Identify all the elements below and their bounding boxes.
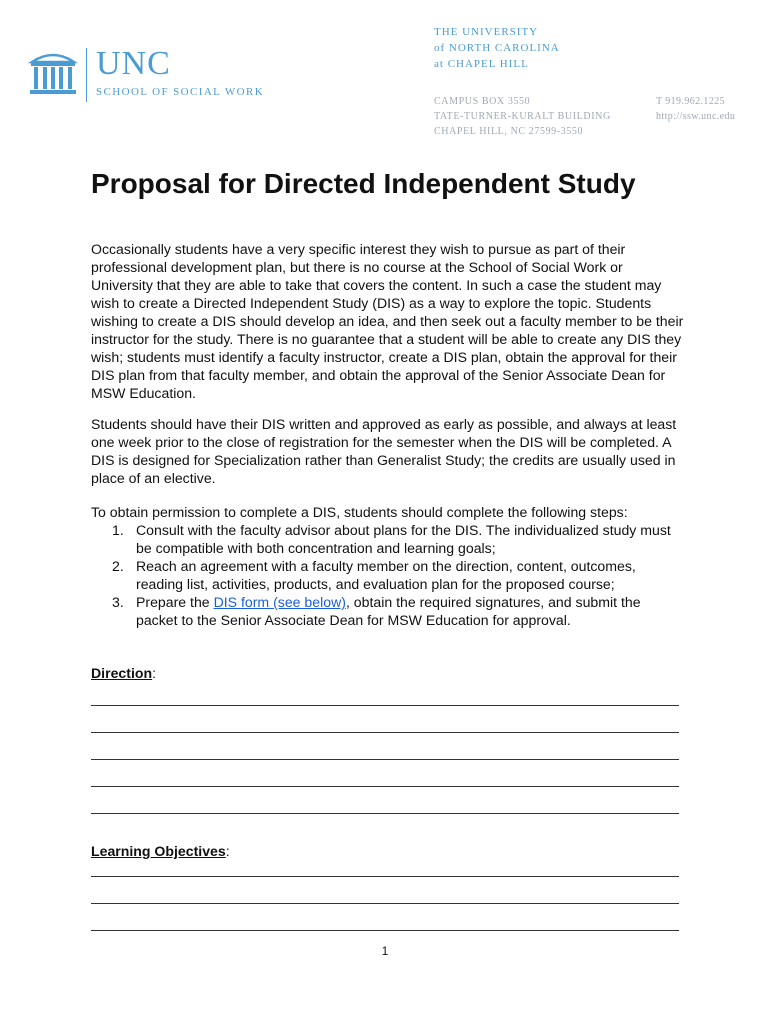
- objectives-colon: :: [225, 843, 230, 859]
- direction-colon: :: [152, 665, 157, 681]
- step-text-before: Prepare the: [136, 594, 214, 610]
- logo-divider: [86, 48, 87, 102]
- direction-line[interactable]: [91, 759, 679, 760]
- dis-form-link[interactable]: DIS form (see below): [213, 594, 346, 610]
- university-line: of NORTH CAROLINA: [434, 42, 560, 54]
- university-line: THE UNIVERSITY: [434, 26, 539, 38]
- document-title: Proposal for Directed Independent Study: [91, 168, 636, 199]
- step-number: 2.: [112, 558, 124, 574]
- objectives-line[interactable]: [91, 930, 679, 931]
- logo-subtitle: SCHOOL OF SOCIAL WORK: [96, 86, 265, 98]
- objectives-label: Learning Objectives: [91, 843, 226, 859]
- step-number: 3.: [112, 594, 124, 610]
- direction-label: Direction: [91, 665, 153, 681]
- website-url: http://ssw.unc.edu: [656, 111, 736, 122]
- steps-list: [91, 521, 685, 629]
- list-item: [91, 593, 685, 629]
- direction-heading: [91, 665, 156, 681]
- step-text: Consult with the faculty advisor about plans for the DIS. The individualized study must be compatible with both concentration and learning goals;: [136, 522, 671, 556]
- objectives-line[interactable]: [91, 876, 679, 877]
- intro-paragraph: Occasionally students have a very specific interest they wish to pursue as part of their professional development plan, but there is no course at the School of Social Work or University that they are able to take that covers the content. In such a case the student may wish to create a Directed Independent Study (DIS) as a way to explore the topic. Students wishing to create a DIS should develop an idea, and then seek out a faculty member to be their instructor for the study. There is no guarantee that a student will be able to create any DIS they wish; students must identify a faculty instructor, create a DIS plan, obtain the approval for their DIS plan from that faculty member, and obtain the approval of the Senior Associate Dean for MSW Education.: [91, 241, 684, 401]
- timing-paragraph: Students should have their DIS written and approved as early as possible, and always at least one week prior to the close of registration for the semester when the DIS will be completed. A DIS is designed for Specialization rather than Generalist Study; the credits are usually used in place of an elective.: [91, 416, 677, 486]
- list-item: [91, 557, 685, 593]
- campus-address: [434, 94, 611, 139]
- page-number: 1: [381, 944, 389, 958]
- step-text: Reach an agreement with a faculty member on the direction, content, outcomes, reading list, activities, products, and evaluation plan for the proposed course;: [136, 558, 636, 592]
- objectives-heading: [91, 843, 230, 859]
- objectives-line[interactable]: [91, 903, 679, 904]
- direction-line[interactable]: [91, 705, 679, 706]
- phone-number: T 919.962.1225: [656, 96, 726, 107]
- logo-text: UNC: [96, 45, 171, 82]
- list-item: [91, 521, 685, 557]
- address-line: CHAPEL HILL, NC 27599-3550: [434, 126, 584, 137]
- old-well-icon: [28, 48, 78, 96]
- steps-intro: To obtain permission to complete a DIS, students should complete the following steps:: [91, 504, 628, 520]
- university-line: at CHAPEL HILL: [434, 58, 529, 70]
- address-line: TATE-TURNER-KURALT BUILDING: [434, 111, 611, 122]
- contact-info: [656, 94, 735, 124]
- direction-line[interactable]: [91, 732, 679, 733]
- step-number: 1.: [112, 522, 124, 538]
- direction-line[interactable]: [91, 786, 679, 787]
- step-text-after: , obtain the required signatures, and submit the packet to the Senior Associate Dean for MSW Education for approval.: [136, 594, 641, 628]
- direction-line[interactable]: [91, 813, 679, 814]
- university-name: [434, 24, 560, 72]
- address-line: CAMPUS BOX 3550: [434, 96, 531, 107]
